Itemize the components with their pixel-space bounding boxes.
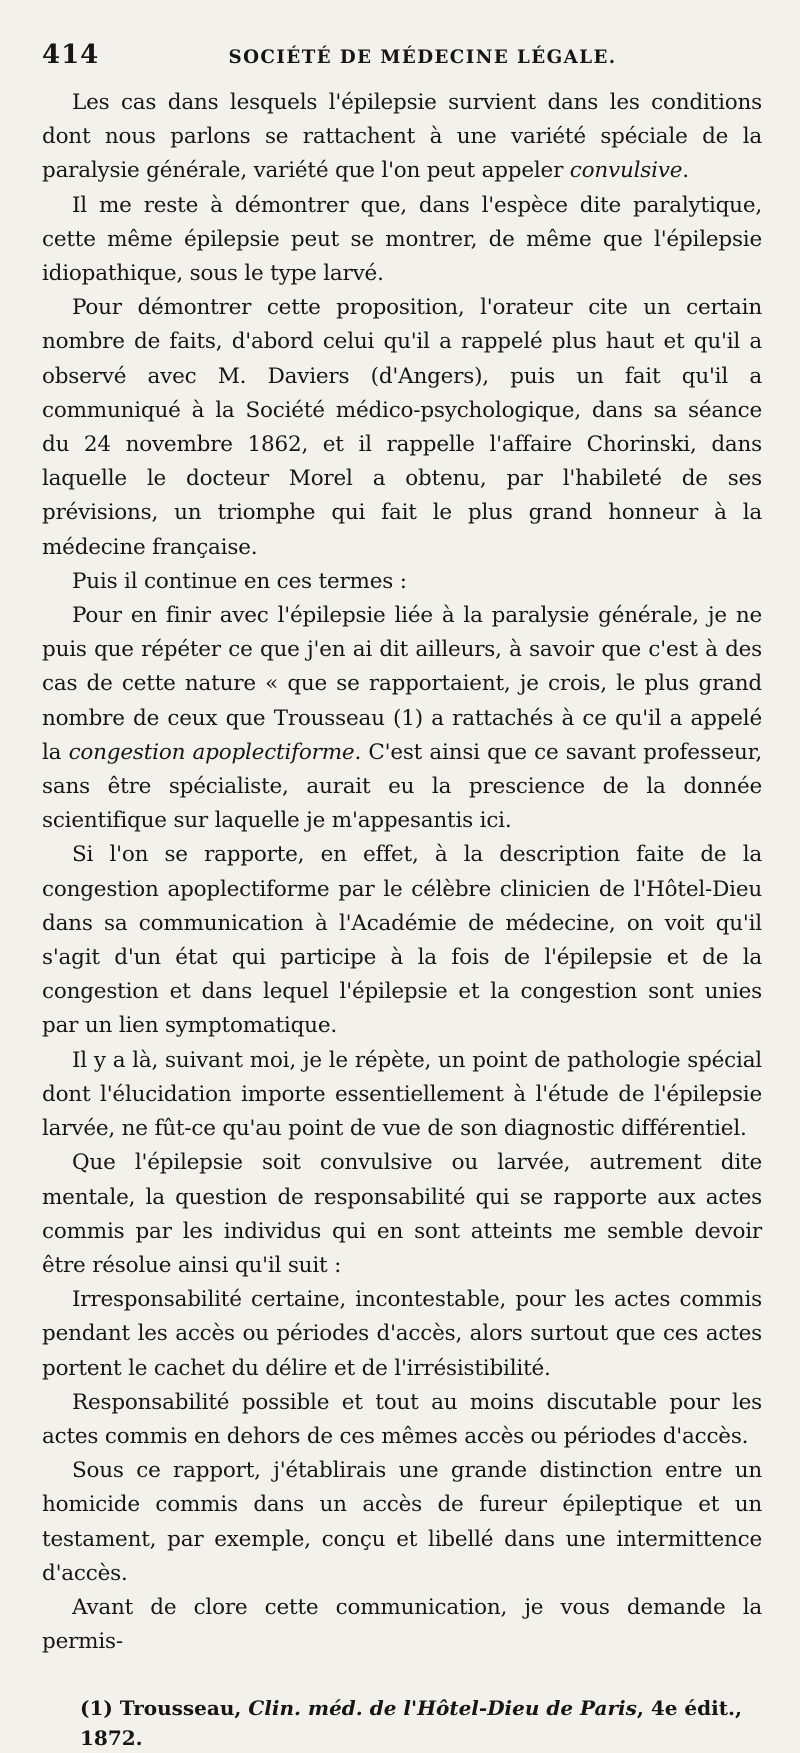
footnote: (1) Trousseau, Clin. méd. de l'Hôtel-Dieu de Paris, 4e édit., 1872. xyxy=(80,1696,742,1751)
paragraph: Pour en finir avec l'épilepsie liée à la paralysie générale, je ne puis que répéter ce que j'en ai dit ailleurs, à savoir que c'est à des cas de cette nature « que se rapportaient, je crois, le plus grand nombre de ceux que Trousseau (1) a rattachés à ce qu'il a appelé la congestion apoplectiforme. C'est ainsi que ce savant professeur, sans être spécialiste, aurait eu la prescience de la donnée scientifique sur laquelle je m'appesantis ici. xyxy=(42,603,762,834)
paragraph: Responsabilité possible et tout au moins discutable pour les actes commis en dehors de ces mêmes accès ou périodes d'accès. xyxy=(42,1389,762,1449)
page-header xyxy=(42,40,762,84)
page-number: 414 xyxy=(42,40,100,70)
paragraph: Puis il continue en ces termes : xyxy=(72,568,407,594)
body-text xyxy=(42,86,762,1659)
paragraph: Si l'on se rapporte, en effet, à la description faite de la congestion apoplectiforme par le célèbre clinicien de l'Hôtel-Dieu dans sa communication à l'Académie de médecine, on voit qu'il s'agit d'un état qui participe à la fois de l'épilepsie et de la congestion et dans lequel l'épilepsie et la congestion sont unies par un lien symptomatique. xyxy=(42,842,762,1039)
paragraph: Irresponsabilité certaine, incontestable, pour les actes commis pendant les accès ou périodes d'accès, alors surtout que ces actes portent le cachet du délire et de l'irrésistibilité. xyxy=(42,1287,762,1381)
paragraph: Avant de clore cette communication, je vous demande la permis- xyxy=(42,1594,762,1655)
paragraph: Que l'épilepsie soit convulsive ou larvée, autrement dite mentale, la question de responsabilité qui se rapporte aux actes commis par les individus qui en sont atteints me semble devoir être résolue ainsi qu'il suit : xyxy=(42,1150,762,1278)
paragraph: Les cas dans lesquels l'épilepsie survient dans les conditions dont nous parlons se rattachent à une variété spéciale de la paralysie générale, variété que l'on peut appeler convulsive. xyxy=(42,90,762,184)
paragraph: Il me reste à démontrer que, dans l'espèce dite paralytique, cette même épilepsie peut se montrer, de même que l'épilepsie idiopathique, sous le type larvé. xyxy=(42,192,762,287)
running-head: SOCIÉTÉ DE MÉDECINE LÉGALE. xyxy=(228,46,617,68)
paragraph: Il y a là, suivant moi, je le répète, un point de pathologie spécial dont l'élucidation importe essentiellement à l'étude de l'épilepsie larvée, ne fût-ce qu'au point de vue de son diagnostic différentiel. xyxy=(42,1047,762,1142)
paragraph: Sous ce rapport, j'établirais une grande distinction entre un homicide commis dans un accès de fureur épileptique et un testament, par exemple, conçu et libellé dans une intermittence d'accès. xyxy=(42,1458,762,1586)
paragraph: Pour démontrer cette proposition, l'orateur cite un certain nombre de faits, d'abord celui qu'il a rappelé plus haut et qu'il a observé avec M. Daviers (d'Angers), puis un fait qu'il a communiqué à la Société médico-psychologique, dans sa séance du 24 novembre 1862, et il rappelle l'affaire Chorinski, dans laquelle le docteur Morel a obtenu, par l'habileté de ses prévisions, un triomphe qui fait le plus grand honneur à la médecine française. xyxy=(42,295,762,560)
